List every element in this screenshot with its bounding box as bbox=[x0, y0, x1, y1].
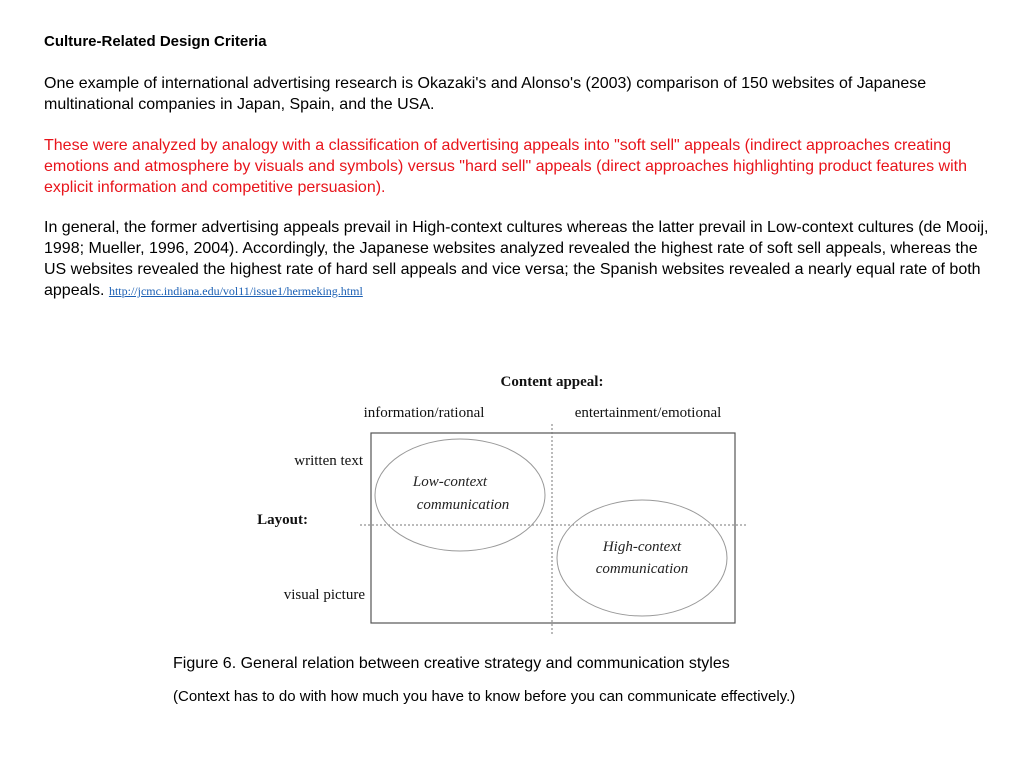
high-context-ellipse bbox=[557, 500, 727, 616]
page-title: Culture-Related Design Criteria bbox=[44, 33, 267, 50]
highlighted-paragraph: These were analyzed by analogy with a classification of advertising appeals into "soft sell" appeals (indirect approaches creating emotions and atmosphere by visuals and symbols) versus "hard sell" appeals (direct approaches highlighting product features with explicit information and competitive persuasion). bbox=[44, 137, 967, 196]
figure-title: Content appeal: bbox=[500, 374, 604, 390]
row-label-top: written text bbox=[294, 453, 363, 469]
high-context-label-line2: communication bbox=[595, 561, 689, 577]
intro-paragraph: One example of international advertising research is Okazaki's and Alonso's (2003) comparison of 150 websites of Japanese multinational companies in Japan, Spain, and the USA. bbox=[44, 75, 927, 113]
conclusion-text: In general, the former advertising appeals prevail in High-context cultures whereas the latter prevail in Low-context cultures (de Mooij, 1998; Mueller, 1996, 2004). Accordingly, the Japanese websites analyzed revealed the highest rate of soft sell appeals, whereas the US websites revealed the highest rate of hard sell appeals and vice versa; the Spanish websites revealed a nearly equal rate of both appeals. bbox=[44, 219, 989, 299]
figure-subcaption: (Context has to do with how much you have to know before you can communicate effectively.) bbox=[173, 688, 796, 705]
figure-diagram bbox=[230, 362, 770, 642]
row-label-bottom: visual picture bbox=[283, 587, 365, 603]
figure-caption: Figure 6. General relation between creative strategy and communication styles bbox=[173, 655, 730, 672]
row-axis-label: Layout: bbox=[257, 512, 308, 528]
low-context-label-line1: Low-context bbox=[412, 474, 488, 490]
reference-link[interactable]: http://jcmc.indiana.edu/vol11/issue1/hermeking.html bbox=[108, 284, 363, 298]
low-context-label-line2: communication bbox=[416, 497, 510, 513]
quadrant-box bbox=[371, 433, 735, 623]
conclusion-paragraph bbox=[44, 217, 994, 302]
column-label-right: entertainment/emotional bbox=[574, 405, 722, 421]
high-context-label-line1: High-context bbox=[602, 539, 682, 555]
column-label-left: information/rational bbox=[363, 405, 485, 421]
low-context-ellipse bbox=[375, 439, 545, 551]
